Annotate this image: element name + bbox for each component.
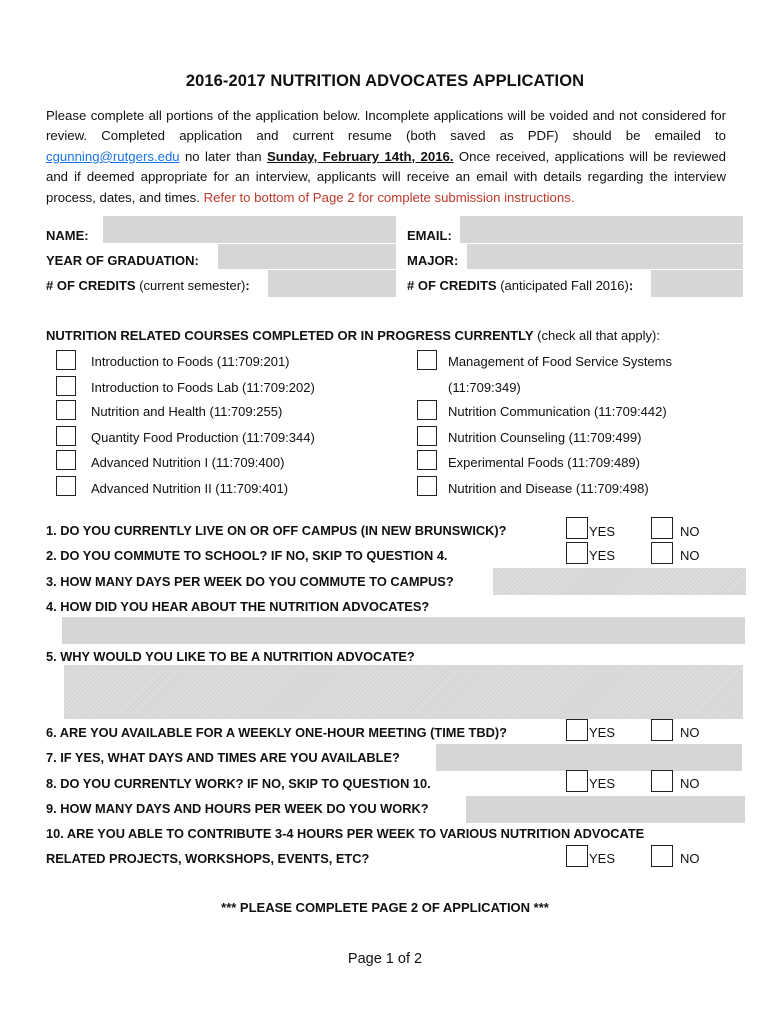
course-checkbox[interactable]: [417, 426, 437, 446]
credits-current-field[interactable]: [268, 270, 396, 297]
intro-paragraph: [46, 106, 726, 208]
course-checkbox[interactable]: [56, 450, 76, 470]
question-1: 1. DO YOU CURRENTLY LIVE ON OR OFF CAMPUS (IN NEW BRUNSWICK)?: [46, 523, 507, 538]
page-title: 2016-2017 NUTRITION ADVOCATES APPLICATION: [185, 72, 585, 90]
course-checkbox[interactable]: [56, 376, 76, 396]
question-3: 3. HOW MANY DAYS PER WEEK DO YOU COMMUTE TO CAMPUS?: [46, 574, 454, 589]
q1-no-label: NO: [680, 524, 700, 539]
q10-no-label: NO: [680, 851, 700, 866]
question-2: 2. DO YOU COMMUTE TO SCHOOL? IF NO, SKIP TO QUESTION 4.: [46, 548, 448, 563]
q6-yes-checkbox[interactable]: [566, 719, 588, 741]
course-checkbox[interactable]: [417, 450, 437, 470]
course-label: Introduction to Foods Lab (11:709:202): [91, 380, 315, 395]
intro-text-1: Please complete all portions of the application below. Incomplete applications will be voided and not considered for review. Completed application and current resume (both saved as PDF) should be emailed to: [46, 108, 726, 144]
course-label: Advanced Nutrition II (11:709:401): [91, 481, 289, 496]
intro-text-2: no later than: [179, 148, 267, 164]
question-9: 9. HOW MANY DAYS AND HOURS PER WEEK DO YOU WORK?: [46, 801, 429, 816]
q1-no-checkbox[interactable]: [651, 517, 673, 539]
course-label: (11:709:349): [448, 380, 521, 395]
email-field[interactable]: [460, 216, 743, 243]
q8-yes-label: YES: [589, 776, 616, 791]
q10-yes-checkbox[interactable]: [566, 845, 588, 867]
why-advocate-field[interactable]: [64, 665, 743, 719]
question-8: 8. DO YOU CURRENTLY WORK? IF NO, SKIP TO QUESTION 10.: [46, 776, 431, 791]
credits-anticipated-field[interactable]: [651, 270, 743, 297]
course-checkbox[interactable]: [417, 400, 437, 420]
major-label: MAJOR:: [407, 253, 459, 268]
q1-yes-label: YES: [589, 524, 616, 539]
question-10-line-1: 10. ARE YOU ABLE TO CONTRIBUTE 3-4 HOURS PER WEEK TO VARIOUS NUTRITION ADVOCATE: [46, 826, 645, 841]
question-6: 6. ARE YOU AVAILABLE FOR A WEEKLY ONE-HOUR MEETING (TIME TBD)?: [46, 725, 507, 740]
q6-no-label: NO: [680, 725, 700, 740]
q6-no-checkbox[interactable]: [651, 719, 673, 741]
major-field[interactable]: [467, 244, 743, 269]
q2-yes-checkbox[interactable]: [566, 542, 588, 564]
course-label: Nutrition and Health (11:709:255): [91, 404, 283, 419]
graduation-year-field[interactable]: [218, 244, 396, 269]
course-label: Experimental Foods (11:709:489): [448, 455, 640, 470]
contact-email-link[interactable]: cgunning@rutgers.edu: [46, 148, 180, 164]
credits-current-label: # OF CREDITS (current semester):: [46, 278, 250, 293]
q8-no-checkbox[interactable]: [651, 770, 673, 792]
course-label: Advanced Nutrition I (11:709:400): [91, 455, 285, 470]
q8-no-label: NO: [680, 776, 700, 791]
email-label: EMAIL:: [407, 228, 452, 243]
q10-no-checkbox[interactable]: [651, 845, 673, 867]
page-number: Page 1 of 2: [347, 951, 423, 967]
course-checkbox[interactable]: [56, 350, 76, 370]
name-field[interactable]: [103, 216, 396, 243]
course-label: Management of Food Service Systems: [448, 354, 672, 369]
question-4: 4. HOW DID YOU HEAR ABOUT THE NUTRITION ADVOCATES?: [46, 599, 430, 614]
heard-about-field[interactable]: [62, 617, 745, 644]
course-label: Nutrition Communication (11:709:442): [448, 404, 667, 419]
course-checkbox[interactable]: [56, 476, 76, 496]
course-label: Nutrition and Disease (11:709:498): [448, 481, 649, 496]
course-label: Introduction to Foods (11:709:201): [91, 354, 290, 369]
course-label: Quantity Food Production (11:709:344): [91, 430, 315, 445]
q10-yes-label: YES: [589, 851, 616, 866]
commute-days-field[interactable]: [493, 568, 746, 595]
intro-text-3: Once received, applications will be reviewed and if deemed appropriate for an interview, applicants will receive an email with details regarding the interview process, dates, and times.: [46, 148, 726, 205]
availability-field[interactable]: [436, 744, 742, 771]
q2-no-checkbox[interactable]: [651, 542, 673, 564]
question-7: 7. IF YES, WHAT DAYS AND TIMES ARE YOU AVAILABLE?: [46, 750, 400, 765]
graduation-year-label: YEAR OF GRADUATION:: [46, 253, 199, 268]
credits-anticipated-label: # OF CREDITS (anticipated Fall 2016):: [407, 278, 634, 293]
course-checkbox[interactable]: [56, 400, 76, 420]
name-label: NAME:: [46, 228, 89, 243]
course-checkbox[interactable]: [56, 426, 76, 446]
q8-yes-checkbox[interactable]: [566, 770, 588, 792]
question-5: 5. WHY WOULD YOU LIKE TO BE A NUTRITION ADVOCATE?: [46, 649, 415, 664]
course-label: Nutrition Counseling (11:709:499): [448, 430, 642, 445]
complete-page-2-note: *** PLEASE COMPLETE PAGE 2 OF APPLICATION ***: [221, 900, 549, 915]
q6-yes-label: YES: [589, 725, 616, 740]
question-10-line-2: RELATED PROJECTS, WORKSHOPS, EVENTS, ETC?: [46, 851, 370, 866]
submission-note: Refer to bottom of Page 2 for complete submission instructions.: [203, 189, 575, 205]
q1-yes-checkbox[interactable]: [566, 517, 588, 539]
q2-no-label: NO: [680, 548, 700, 563]
work-hours-field[interactable]: [466, 796, 745, 823]
q2-yes-label: YES: [589, 548, 616, 563]
courses-heading: NUTRITION RELATED COURSES COMPLETED OR IN PROGRESS CURRENTLY (check all that apply):: [46, 328, 660, 343]
deadline-text: Sunday, February 14th, 2016.: [266, 148, 454, 164]
course-checkbox[interactable]: [417, 350, 437, 370]
course-checkbox[interactable]: [417, 476, 437, 496]
